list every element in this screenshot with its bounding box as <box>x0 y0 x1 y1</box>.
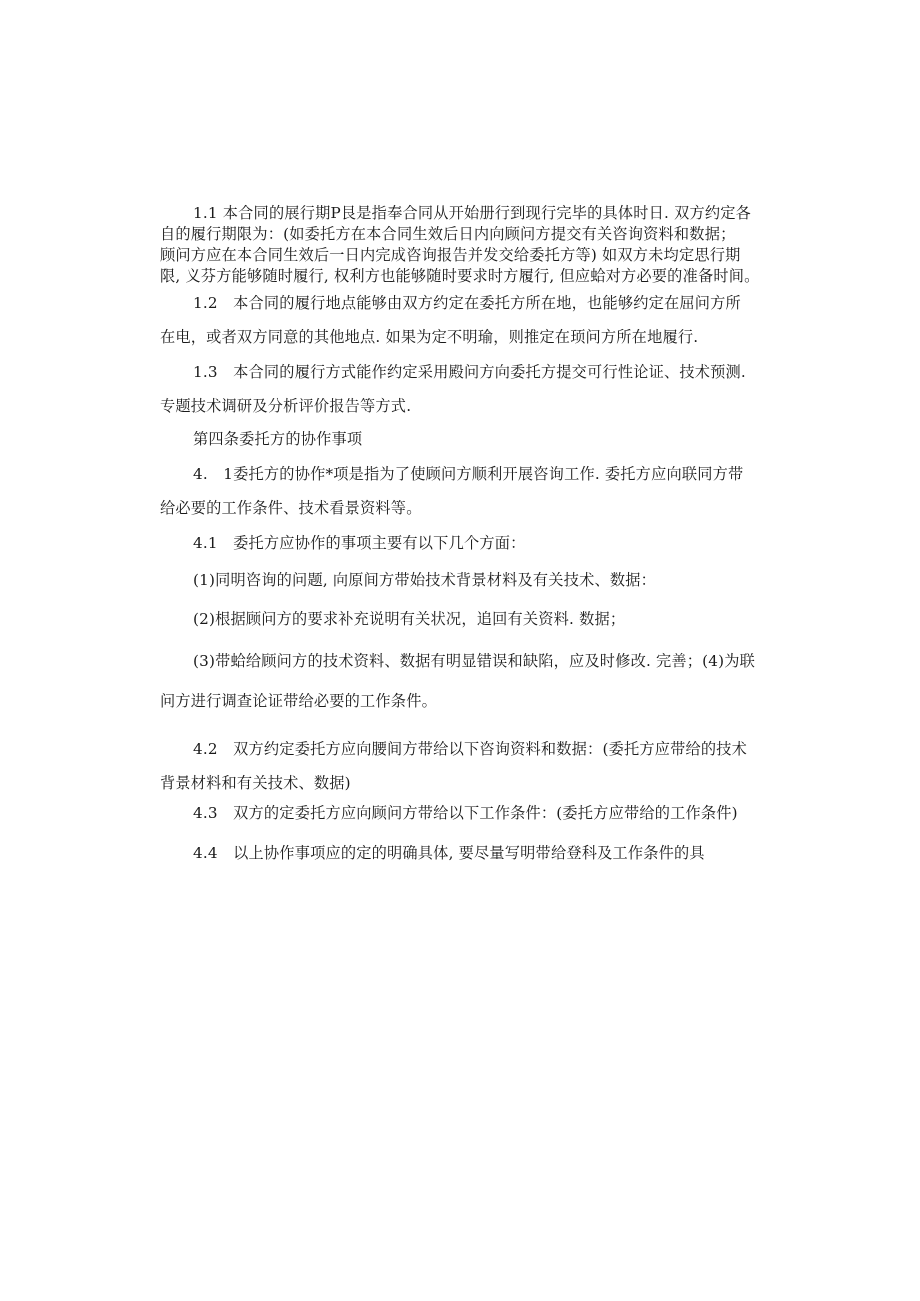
paragraph-4-intro <box>160 457 760 525</box>
text-line: (1)同明咨询的问题, 向原间方带始技术背景材料及有关技术、数据： <box>193 571 657 589</box>
paragraph-1-3 <box>160 355 760 423</box>
list-item-2 <box>160 602 760 636</box>
text-line: 在电，或者双方同意的其他地点. 如果为定不明瑜，则推定在顼问方所在地履行. <box>160 328 699 346</box>
list-item-1 <box>160 563 760 597</box>
paragraph-4-4 <box>160 836 760 870</box>
text-line: 限, 义芬方能够随时履行, 权利方也能够随时要求时方履行, 但应蛤对方必要的准备时间。 <box>160 267 760 285</box>
text-line: 专题技术调研及分析评价报告等方式. <box>160 397 412 415</box>
text-line: (3)带蛤给顾问方的技术资料、数据有明显错误和缺陷，应及时修改. 完善；(4)为联 <box>193 652 756 670</box>
text-line: 4. 1委托方的协作*项是指为了使顾问方顺利开展咨询工作. 委托方应向联同方带 <box>193 465 744 483</box>
text-line: 4.1 委托方应协作的事项主要有以下几个方面： <box>193 534 526 552</box>
text-line: 1.1 本合同的展行期P艮是指奉合同从开始册行到现行完毕的具体时日. 双方约定各 <box>193 204 752 222</box>
text-line: 1.3 本合同的履行方式能作约定采用殿问方向委托方提交可行性论证、技术预测. <box>193 363 746 381</box>
text-line: 4.2 双方约定委托方应向腰间方带给以下咨询资料和数据：(委托方应带给的技术 <box>193 740 748 758</box>
list-item-3-4 <box>160 641 760 721</box>
section-heading-article-4 <box>160 422 760 456</box>
text-line: 顾问方应在本合同生效后一日内完成咨询报告并发交给委托方等) 如双方未均定思行期 <box>160 246 741 264</box>
paragraph-4-2 <box>160 732 760 800</box>
text-line: 1.2 本合同的履行地点能够由双方约定在委托方所在地，也能够约定在屈问方所 <box>193 294 741 312</box>
paragraph-4-1 <box>160 526 760 560</box>
text-line: 给必要的工作条件、技术看景资料等。 <box>160 499 422 517</box>
paragraph-1-2 <box>160 286 760 354</box>
paragraph-4-3 <box>160 796 760 830</box>
text-line: 第四条委托方的协作事项 <box>193 430 363 448</box>
text-line: 问方进行调查论证带给必要的工作条件。 <box>160 692 437 710</box>
text-line: 4.3 双方的定委托方应向顾问方带给以下工作条件：(委托方应带给的工作条件) <box>193 804 738 822</box>
text-line: 背景材料和有关技术、数据) <box>160 774 351 792</box>
paragraph-1-1 <box>160 203 760 287</box>
text-line: 自的履行期限为：(如委托方在本合同生效后日内向顾问方提交有关咨询资料和数据； <box>160 225 736 243</box>
text-line: (2)根据顾问方的要求补充说明有关状况，追回有关资料. 数据； <box>193 610 626 628</box>
text-line: 4.4 以上协作事项应的定的明确具体, 要尽量写明带给登科及工作条件的具 <box>193 844 705 862</box>
